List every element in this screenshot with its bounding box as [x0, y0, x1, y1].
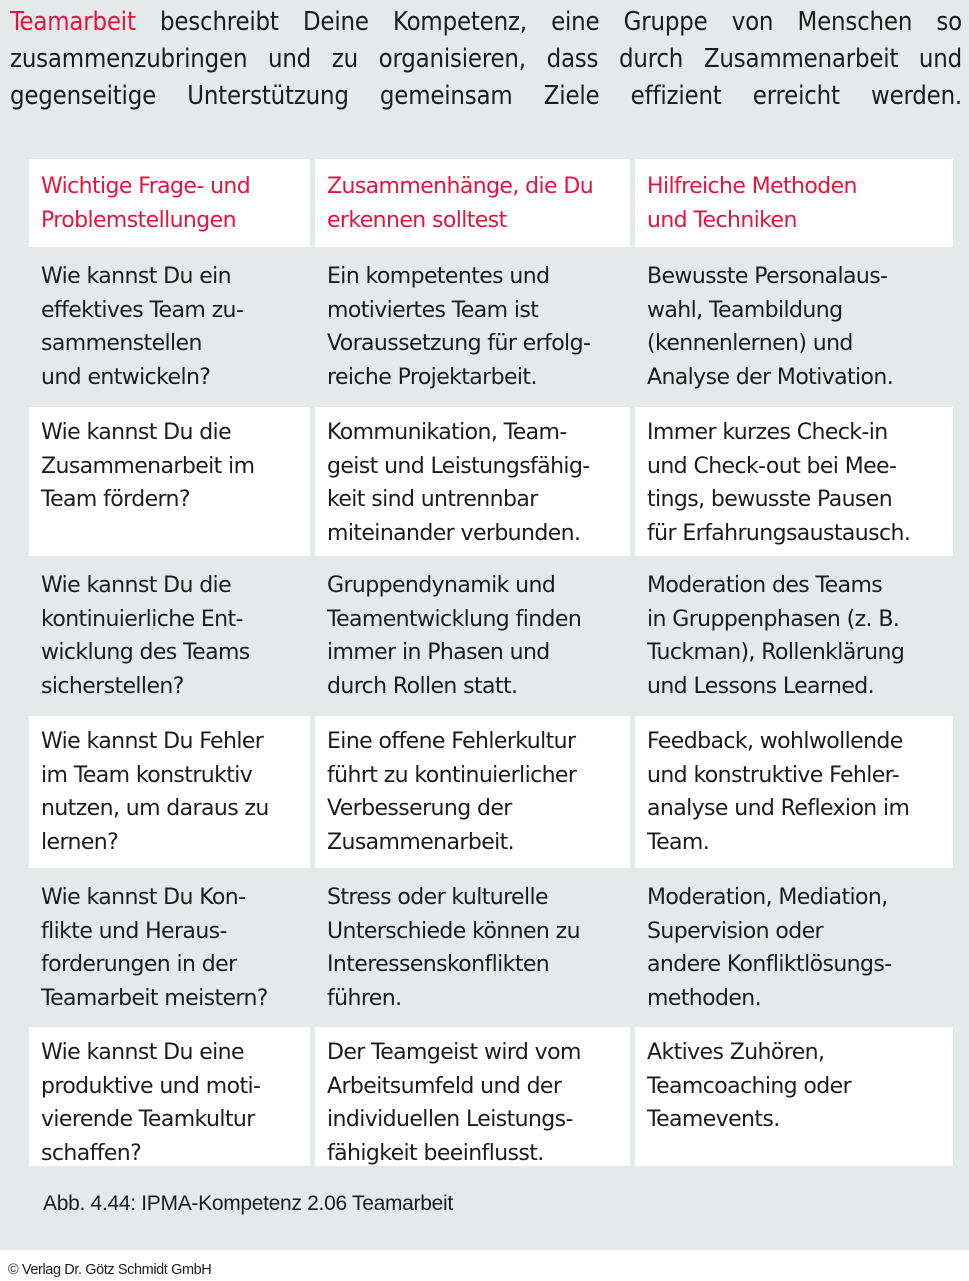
competence-table: [29, 159, 953, 1170]
method-cell: Bewusste Personalaus- wahl, Teambildung (kennenlernen) und Analyse der Motivation.: [647, 264, 894, 390]
figure-caption: Abb. 4.44: IPMA-Kompetenz 2.06 Teamarbeit: [43, 1192, 453, 1215]
relationship-cell: Stress oder kulturelle Unterschiede können zu Interessenskonflikten führen.: [327, 885, 580, 1011]
relationship-cell: Eine offene Fehlerkultur führt zu kontinuierlicher Verbesserung der Zusammenarbeit.: [315, 716, 630, 868]
method-cell: Feedback, wohlwollende und konstruktive Fehler- analyse und Reflexion im Team.: [635, 716, 953, 868]
relationship-cell: Ein kompetentes und motiviertes Team ist Voraussetzung für erfolg- reiche Projektarbeit.: [327, 264, 591, 390]
intro-text: beschreibt Deine Kompetenz, eine Gruppe von Menschen so zusammenzubringen und zu organisieren, dass durch Zusammenarbeit und gegenseitige Unterstützung gemeinsam Ziele effizient erreicht werden.: [10, 7, 962, 111]
header-questions: Wichtige Frage- und Problemstellungen: [29, 159, 310, 247]
table-row: [29, 716, 953, 868]
question-cell: Wie kannst Du Kon- flikte und Heraus- forderungen in der Teamarbeit meistern?: [41, 885, 268, 1011]
question-cell: Wie kannst Du ein effektives Team zu- sammenstellen und entwickeln?: [41, 264, 244, 390]
table-row: [29, 560, 953, 712]
table-row: [29, 1027, 953, 1166]
method-cell: Moderation, Mediation, Supervision oder andere Konfliktlösungs- methoden.: [647, 885, 892, 1011]
header-methods: Hilfreiche Methoden und Techniken: [635, 159, 953, 247]
table-header-row: [29, 159, 953, 247]
table-row: [29, 872, 953, 1023]
header-relationships: Zusammenhänge, die Du erkennen solltest: [315, 159, 630, 247]
method-cell: Moderation des Teams in Gruppenphasen (z. B. Tuckman), Rollenklärung und Lessons Learned.: [647, 573, 905, 699]
method-cell: Immer kurzes Check-in und Check-out bei Mee- tings, bewusste Pausen für Erfahrungsaustausch.: [635, 407, 953, 556]
table-row: [29, 407, 953, 556]
table-row: [29, 251, 953, 403]
question-cell: Wie kannst Du die Zusammenarbeit im Team fördern?: [29, 407, 310, 556]
method-cell: Aktives Zuhören, Teamcoaching oder Teamevents.: [635, 1027, 953, 1166]
relationship-cell: Kommunikation, Team- geist und Leistungsfähig- keit sind untrennbar miteinander verbunden.: [315, 407, 630, 556]
copyright-notice: © Verlag Dr. Götz Schmidt GmbH: [8, 1262, 212, 1278]
question-cell: Wie kannst Du eine produktive und moti- vierende Teamkultur schaffen?: [29, 1027, 310, 1166]
intro-lead-term: Teamarbeit: [10, 7, 136, 37]
relationship-cell: Der Teamgeist wird vom Arbeitsumfeld und der individuellen Leistungs- fähigkeit beeinflusst.: [315, 1027, 630, 1166]
intro-paragraph: [10, 4, 962, 115]
relationship-cell: Gruppendynamik und Teamentwicklung finden immer in Phasen und durch Rollen statt.: [327, 573, 582, 699]
question-cell: Wie kannst Du Fehler im Team konstruktiv nutzen, um daraus zu lernen?: [29, 716, 310, 868]
question-cell: Wie kannst Du die kontinuierliche Ent- wicklung des Teams sicherstellen?: [41, 573, 250, 699]
